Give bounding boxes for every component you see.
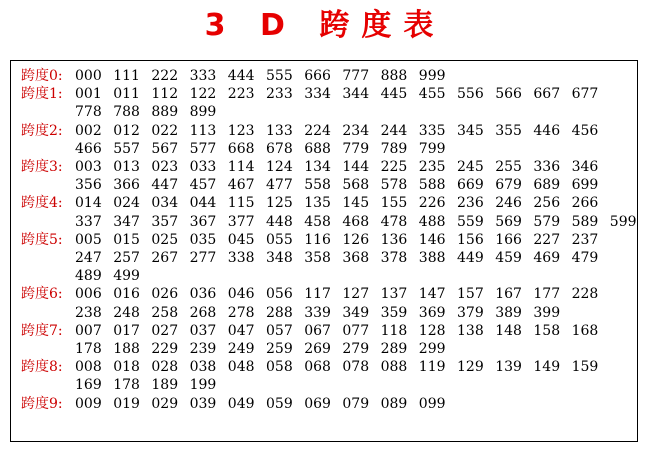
span-number: 147 xyxy=(418,286,446,303)
span-number: 144 xyxy=(342,159,370,175)
span-number: 023 xyxy=(151,159,179,175)
span-number: 168 xyxy=(571,322,599,339)
span-number: 234 xyxy=(342,122,370,139)
span-number: 359 xyxy=(380,304,408,321)
span-number: 233 xyxy=(266,86,293,103)
span-number: 029 xyxy=(151,395,179,412)
span-number: 249 xyxy=(227,341,255,357)
span-number: 157 xyxy=(457,286,484,303)
span-number: 356 xyxy=(75,177,102,194)
span-number: 017 xyxy=(113,322,140,339)
span-number: 689 xyxy=(533,177,561,194)
span-number: 899 xyxy=(189,104,217,121)
span-number: 125 xyxy=(266,195,293,212)
span-number: 345 xyxy=(457,122,484,139)
span-number: 009 xyxy=(75,395,102,412)
span-number: 555 xyxy=(266,68,293,84)
span-number: 227 xyxy=(533,231,561,248)
span-number: 568 xyxy=(342,177,370,194)
span-number: 377 xyxy=(227,213,255,230)
span-number: 116 xyxy=(304,231,331,248)
span-label: 跨度6: xyxy=(21,286,63,303)
span-number: 358 xyxy=(304,250,331,266)
span-number: 488 xyxy=(418,213,446,230)
span-number: 478 xyxy=(380,213,408,230)
span-number: 035 xyxy=(189,231,217,248)
span-number: 378 xyxy=(380,250,408,266)
span-number: 448 xyxy=(266,213,293,230)
span-number: 336 xyxy=(533,159,561,175)
span-number: 588 xyxy=(418,177,446,194)
span-number: 111 xyxy=(113,68,140,84)
span-number: 123 xyxy=(227,122,255,139)
span-number: 366 xyxy=(113,177,140,194)
span-number: 299 xyxy=(418,341,446,357)
span-number: 178 xyxy=(113,377,140,394)
span-number: 225 xyxy=(380,159,408,175)
span-number: 334 xyxy=(304,86,331,103)
span-number: 113 xyxy=(189,122,217,139)
span-number: 117 xyxy=(304,286,331,303)
span-label: 跨度9: xyxy=(21,395,63,412)
span-number: 008 xyxy=(75,359,102,376)
span-table-panel xyxy=(10,60,638,442)
span-label: 跨度1: xyxy=(21,86,63,103)
span-number: 000 xyxy=(75,68,102,84)
span-number: 177 xyxy=(533,286,561,303)
span-number: 025 xyxy=(151,231,179,248)
span-number: 129 xyxy=(457,359,484,376)
span-number: 259 xyxy=(266,341,293,357)
span-number: 599 xyxy=(609,213,637,230)
span-number: 056 xyxy=(266,286,293,303)
span-number: 255 xyxy=(495,159,522,175)
span-number: 039 xyxy=(189,395,217,412)
span-number: 288 xyxy=(266,304,293,321)
span-number: 223 xyxy=(227,86,255,103)
span-number: 236 xyxy=(457,195,484,212)
span-number: 458 xyxy=(304,213,331,230)
span-number: 346 xyxy=(571,159,599,175)
span-number: 059 xyxy=(266,395,293,412)
span-number: 189 xyxy=(151,377,179,394)
span-number: 444 xyxy=(227,68,255,84)
span-number: 699 xyxy=(571,177,599,194)
span-number: 267 xyxy=(151,250,179,266)
span-number: 034 xyxy=(151,195,179,212)
span-number: 799 xyxy=(418,140,446,157)
span-number: 669 xyxy=(457,177,484,194)
span-number: 237 xyxy=(571,231,599,248)
span-number: 135 xyxy=(304,195,331,212)
span-number: 337 xyxy=(75,213,102,230)
span-number: 118 xyxy=(380,322,408,339)
span-number: 339 xyxy=(304,304,331,321)
span-number: 048 xyxy=(227,359,255,376)
span-number: 567 xyxy=(151,140,179,157)
span-number: 238 xyxy=(75,304,102,321)
span-number: 677 xyxy=(571,86,599,103)
span-number: 038 xyxy=(189,359,217,376)
span-number: 256 xyxy=(533,195,561,212)
span-number: 001 xyxy=(75,86,102,103)
span-number: 015 xyxy=(113,231,140,248)
span-number: 278 xyxy=(227,304,255,321)
span-number: 279 xyxy=(342,341,370,357)
span-number: 224 xyxy=(304,122,331,139)
span-number: 469 xyxy=(533,250,561,266)
span-number: 399 xyxy=(533,304,561,321)
span-number: 269 xyxy=(304,341,331,357)
span-number: 022 xyxy=(151,122,179,139)
span-number: 239 xyxy=(189,341,217,357)
span-number: 335 xyxy=(418,122,446,139)
span-number: 134 xyxy=(304,159,331,175)
span-number: 388 xyxy=(418,250,446,266)
span-number: 068 xyxy=(304,359,331,376)
span-number: 049 xyxy=(227,395,255,412)
span-number: 045 xyxy=(227,231,255,248)
span-number: 455 xyxy=(418,86,446,103)
span-number: 789 xyxy=(380,140,408,157)
span-number: 099 xyxy=(418,395,446,412)
span-label: 跨度5: xyxy=(21,231,63,248)
span-label: 跨度3: xyxy=(21,159,63,175)
span-number: 169 xyxy=(75,377,102,394)
span-number: 577 xyxy=(189,140,217,157)
span-label: 跨度7: xyxy=(21,322,63,339)
span-number: 005 xyxy=(75,231,102,248)
span-number: 222 xyxy=(151,68,179,84)
span-number: 499 xyxy=(113,268,140,285)
span-number: 459 xyxy=(495,250,522,266)
span-number: 007 xyxy=(75,322,102,339)
span-number: 002 xyxy=(75,122,102,139)
span-label: 跨度4: xyxy=(21,195,63,212)
span-number: 479 xyxy=(571,250,599,266)
span-number: 556 xyxy=(457,86,484,103)
span-number: 369 xyxy=(418,304,446,321)
span-number: 149 xyxy=(533,359,561,376)
span-number: 112 xyxy=(151,86,179,103)
span-number: 128 xyxy=(418,322,446,339)
span-number: 888 xyxy=(380,68,408,84)
span-number: 016 xyxy=(113,286,140,303)
span-label: 跨度8: xyxy=(21,359,63,376)
span-number: 146 xyxy=(418,231,446,248)
span-number: 089 xyxy=(380,395,408,412)
span-number: 347 xyxy=(113,213,140,230)
span-number: 067 xyxy=(304,322,331,339)
span-number: 889 xyxy=(151,104,179,121)
span-number: 148 xyxy=(495,322,522,339)
span-number: 115 xyxy=(227,195,255,212)
span-number: 447 xyxy=(151,177,179,194)
span-number: 006 xyxy=(75,286,102,303)
span-number: 788 xyxy=(113,104,140,121)
span-number: 139 xyxy=(495,359,522,376)
span-number: 678 xyxy=(266,140,293,157)
span-number: 258 xyxy=(151,304,179,321)
span-number: 003 xyxy=(75,159,102,175)
span-number: 449 xyxy=(457,250,484,266)
span-number: 159 xyxy=(571,359,599,376)
span-number: 166 xyxy=(495,231,522,248)
span-number: 456 xyxy=(571,122,599,139)
span-number: 355 xyxy=(495,122,522,139)
span-number: 124 xyxy=(266,159,293,175)
span-number: 246 xyxy=(495,195,522,212)
span-number: 119 xyxy=(418,359,446,376)
span-number: 557 xyxy=(113,140,140,157)
span-number: 467 xyxy=(227,177,255,194)
span-number: 477 xyxy=(266,177,293,194)
span-number: 188 xyxy=(113,341,140,357)
span-number: 028 xyxy=(151,359,179,376)
span-number: 666 xyxy=(304,68,331,84)
span-number: 058 xyxy=(266,359,293,376)
span-number: 338 xyxy=(227,250,255,266)
span-number: 126 xyxy=(342,231,370,248)
span-number: 367 xyxy=(189,213,217,230)
span-number: 114 xyxy=(227,159,255,175)
span-number: 668 xyxy=(227,140,255,157)
span-label: 跨度0: xyxy=(21,68,63,84)
span-number: 368 xyxy=(342,250,370,266)
span-number: 158 xyxy=(533,322,561,339)
span-number: 245 xyxy=(457,159,484,175)
span-number: 558 xyxy=(304,177,331,194)
span-number: 688 xyxy=(304,140,331,157)
span-number: 012 xyxy=(113,122,140,139)
span-number: 244 xyxy=(380,122,408,139)
span-number: 178 xyxy=(75,341,102,357)
span-number: 257 xyxy=(113,250,140,266)
span-number: 348 xyxy=(266,250,293,266)
span-number: 667 xyxy=(533,86,561,103)
span-number: 044 xyxy=(189,195,217,212)
span-number: 247 xyxy=(75,250,102,266)
span-number: 136 xyxy=(380,231,408,248)
span-number: 079 xyxy=(342,395,370,412)
span-number: 019 xyxy=(113,395,140,412)
span-number: 026 xyxy=(151,286,179,303)
span-number: 088 xyxy=(380,359,408,376)
span-number: 037 xyxy=(189,322,217,339)
span-number: 578 xyxy=(380,177,408,194)
span-number: 027 xyxy=(151,322,179,339)
span-number: 036 xyxy=(189,286,217,303)
span-number: 468 xyxy=(342,213,370,230)
span-number: 057 xyxy=(266,322,293,339)
span-number: 155 xyxy=(380,195,408,212)
span-number: 446 xyxy=(533,122,561,139)
span-number: 046 xyxy=(227,286,255,303)
span-number: 248 xyxy=(113,304,140,321)
page-title: 3 D 跨度表 xyxy=(204,8,446,43)
span-number: 566 xyxy=(495,86,522,103)
span-number: 457 xyxy=(189,177,217,194)
span-number: 014 xyxy=(75,195,102,212)
span-number: 379 xyxy=(457,304,484,321)
span-number: 078 xyxy=(342,359,370,376)
span-number: 199 xyxy=(189,377,217,394)
span-number: 333 xyxy=(189,68,217,84)
span-number: 156 xyxy=(457,231,484,248)
span-number: 349 xyxy=(342,304,370,321)
span-number: 127 xyxy=(342,286,370,303)
span-number: 466 xyxy=(75,140,102,157)
span-number: 579 xyxy=(533,213,561,230)
span-number: 033 xyxy=(189,159,217,175)
span-number: 679 xyxy=(495,177,522,194)
span-number: 229 xyxy=(151,341,179,357)
span-number: 569 xyxy=(495,213,522,230)
span-number: 445 xyxy=(380,86,408,103)
span-number: 138 xyxy=(457,322,484,339)
span-number: 344 xyxy=(342,86,370,103)
span-number: 013 xyxy=(113,159,140,175)
span-number: 011 xyxy=(113,86,140,103)
span-number: 277 xyxy=(189,250,217,266)
span-number: 145 xyxy=(342,195,370,212)
span-number: 268 xyxy=(189,304,217,321)
span-label: 跨度2: xyxy=(21,122,63,139)
span-number: 018 xyxy=(113,359,140,376)
span-number: 778 xyxy=(75,104,102,121)
span-number: 047 xyxy=(227,322,255,339)
span-number: 226 xyxy=(418,195,446,212)
span-number: 069 xyxy=(304,395,331,412)
span-number: 559 xyxy=(457,213,484,230)
span-number: 137 xyxy=(380,286,408,303)
span-number: 133 xyxy=(266,122,293,139)
span-number: 589 xyxy=(571,213,599,230)
span-number: 024 xyxy=(113,195,140,212)
span-number: 228 xyxy=(571,286,599,303)
span-number: 122 xyxy=(189,86,217,103)
span-number: 777 xyxy=(342,68,370,84)
span-number: 055 xyxy=(266,231,293,248)
span-number: 077 xyxy=(342,322,370,339)
span-number: 357 xyxy=(151,213,179,230)
span-number: 489 xyxy=(75,268,102,285)
span-number: 289 xyxy=(380,341,408,357)
span-number: 389 xyxy=(495,304,522,321)
span-number: 235 xyxy=(418,159,446,175)
span-number: 999 xyxy=(418,68,446,84)
span-number: 167 xyxy=(495,286,522,303)
span-number: 266 xyxy=(571,195,599,212)
span-number: 779 xyxy=(342,140,370,157)
